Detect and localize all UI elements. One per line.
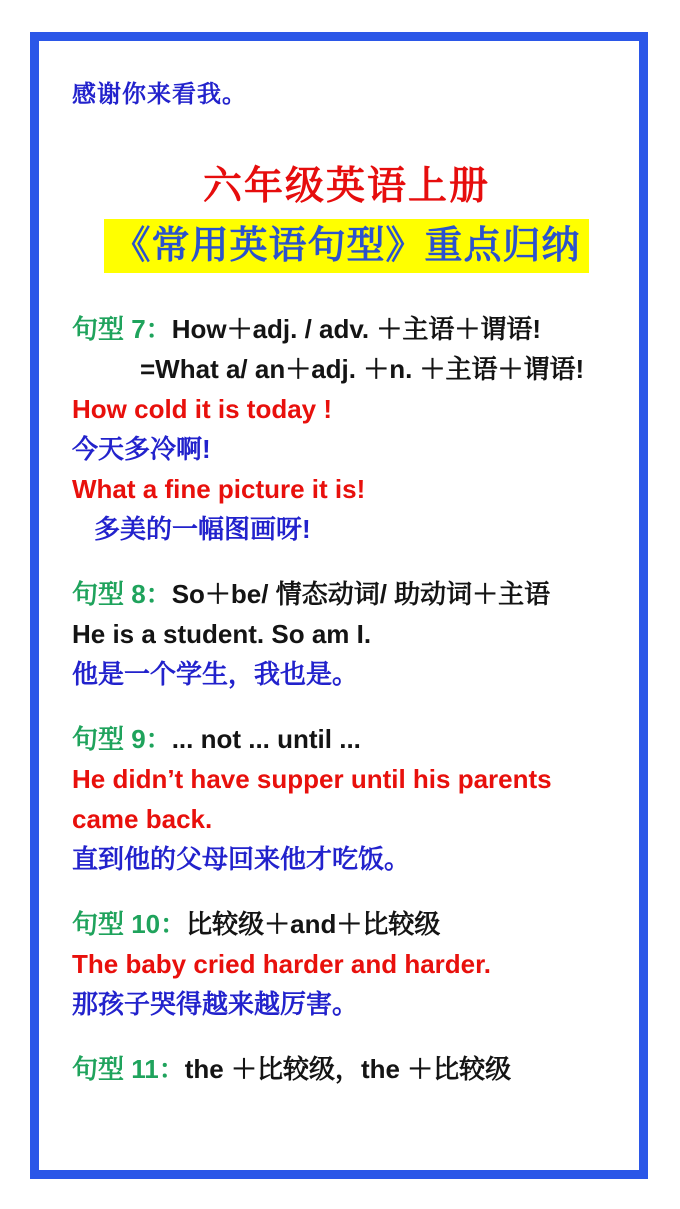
pattern-heading [72, 309, 621, 349]
pattern-heading [72, 1049, 621, 1089]
pattern-heading [72, 904, 621, 944]
pattern-number-label: 句型 7： [72, 314, 172, 344]
pattern-formula: ... not ... until ... [171, 724, 361, 754]
example-line: 多美的一幅图画呀! [94, 514, 311, 544]
pattern-number-label: 句型 10： [72, 909, 187, 939]
pattern-number-label: 句型 9： [72, 724, 172, 754]
page-title: 六年级英语上册 [202, 165, 490, 208]
pattern-section-9 [72, 719, 621, 879]
pattern-formula: How＋adj. / adv. ＋主语＋谓语! [171, 314, 542, 344]
example-line: =What a/ an＋adj. ＋n. ＋主语＋谓语! [140, 354, 585, 384]
example-line: How cold it is today ! [72, 394, 333, 424]
example-line: He is a student. So am I. [72, 619, 372, 649]
example-line: 那孩子哭得越来越厉害。 [72, 989, 359, 1019]
greeting-text: 感谢你来看我。 [72, 81, 247, 108]
pattern-number-label: 句型 11： [72, 1054, 185, 1084]
example-line: He didn’t have supper until his parents [72, 764, 552, 794]
sections-container [72, 309, 621, 1089]
example-line: came back. [72, 804, 213, 834]
page-subtitle-highlighted: 《常用英语句型》重点归纳 [104, 219, 588, 273]
pattern-formula: the ＋比较级，the ＋比较级 [184, 1054, 512, 1084]
example-line: 直到他的父母回来他才吃饭。 [72, 844, 411, 874]
pattern-heading [72, 719, 621, 759]
pattern-section-10 [72, 904, 621, 1024]
subtitle-row [72, 219, 621, 273]
notes-content [39, 41, 639, 1089]
pattern-section-11 [72, 1049, 621, 1089]
pattern-section-7 [72, 309, 621, 549]
border-frame [30, 32, 648, 1179]
pattern-heading [72, 574, 621, 614]
pattern-formula: So＋be/ 情态动词/ 助动词＋主语 [171, 579, 551, 609]
example-line: What a fine picture it is! [72, 474, 366, 504]
pattern-section-8 [72, 574, 621, 694]
pattern-formula: 比较级＋and＋比较级 [186, 909, 441, 939]
example-line: The baby cried harder and harder. [72, 949, 492, 979]
example-line: 他是一个学生，我也是。 [72, 659, 359, 689]
pattern-number-label: 句型 8： [72, 579, 172, 609]
example-line: 今天多冷啊! [72, 434, 211, 464]
